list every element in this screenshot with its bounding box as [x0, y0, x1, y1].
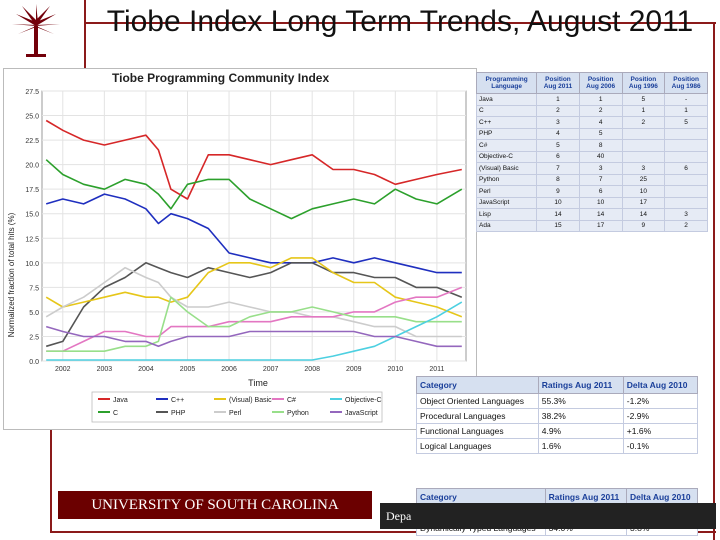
y-tick-label: 0.0	[29, 359, 39, 366]
ranking-table-cell: 1	[537, 94, 580, 106]
ranking-table-row	[477, 174, 708, 186]
ranking-table-row	[477, 197, 708, 209]
ranking-table-cell: 40	[579, 151, 622, 163]
x-tick-label: 2006	[221, 366, 237, 373]
category-table-column-header: Ratings Aug 2011	[538, 377, 623, 394]
ranking-table-cell: C	[477, 105, 537, 117]
ranking-table-row	[477, 94, 708, 106]
ranking-table-cell	[665, 151, 708, 163]
ranking-table-cell: 5	[579, 128, 622, 140]
ranking-table-row	[477, 220, 708, 232]
y-tick-label: 25.0	[25, 113, 39, 121]
x-tick-label: 2010	[387, 366, 404, 373]
ranking-table-cell: 7	[537, 163, 580, 175]
ranking-table-row	[477, 209, 708, 221]
ranking-table-row	[477, 163, 708, 175]
legend-label: Java	[113, 397, 128, 404]
legend-label: (Visual) Basic	[229, 397, 272, 404]
category-table-cell: Procedural Languages	[417, 409, 539, 424]
ranking-table-column-header: Position Aug 2011	[537, 73, 580, 94]
grid-layer	[42, 91, 466, 361]
typing-table-column-header: Category	[417, 489, 546, 506]
ranking-table-cell: 6	[537, 151, 580, 163]
typing-table-column-header: Ratings Aug 2011	[545, 489, 626, 506]
ranking-table-column-header: Position Aug 1986	[665, 73, 708, 94]
ranking-table-cell: 2	[579, 105, 622, 117]
frame-line-right	[713, 22, 715, 540]
ranking-table-cell: 9	[622, 220, 665, 232]
y-tick-label: 12.5	[25, 236, 39, 244]
category-table-column-header: Category	[417, 377, 539, 394]
y-tick-label: 5.0	[29, 309, 39, 317]
x-tick-label: 2009	[345, 366, 362, 373]
ranking-table-cell: 4	[537, 128, 580, 140]
ranking-table-cell: 8	[537, 174, 580, 186]
legend-label: PHP	[171, 410, 186, 417]
ranking-table-cell: 5	[537, 140, 580, 152]
ranking-table-cell: 14	[622, 209, 665, 221]
ranking-table-row	[477, 151, 708, 163]
ranking-table-cell: 17	[579, 220, 622, 232]
ranking-table-row	[477, 117, 708, 129]
ranking-table-cell: C#	[477, 140, 537, 152]
ranking-table-cell: 2	[537, 105, 580, 117]
ranking-table-cell: 6	[665, 163, 708, 175]
legend-label: C	[113, 410, 119, 417]
ranking-table-cell: 5	[622, 94, 665, 106]
chart-ylabel: Normalized fraction of total hits (%)	[7, 212, 16, 338]
x-tick-label: 2004	[138, 366, 154, 373]
category-table-cell: -0.1%	[623, 439, 697, 454]
ranking-table-cell: -	[665, 94, 708, 106]
ranking-table-cell	[622, 128, 665, 140]
legend-label: Python	[287, 410, 309, 417]
ranking-table-cell: 15	[537, 220, 580, 232]
ranking-table-cell	[665, 186, 708, 198]
ranking-table-cell: 10	[537, 197, 580, 209]
category-table-column-header: Delta Aug 2010	[623, 377, 697, 394]
ranking-table-cell: 4	[579, 117, 622, 129]
category-table-cell: -1.2%	[623, 394, 697, 409]
x-tick-label: 2002	[54, 366, 71, 373]
ranking-table-row	[477, 105, 708, 117]
ranking-table-cell: 7	[579, 174, 622, 186]
palmetto-tree-icon	[6, 4, 66, 62]
ranking-table-cell: 3	[537, 117, 580, 129]
ranking-table-cell: (Visual) Basic	[477, 163, 537, 175]
slide-title: Tiobe Index Long Term Trends, August 2011	[106, 5, 694, 38]
ranking-table-cell: Python	[477, 174, 537, 186]
ranking-table-cell: 1	[579, 94, 622, 106]
legend-label: C#	[287, 397, 296, 404]
legend-label: Perl	[229, 410, 242, 417]
ranking-table-column-header: Position Aug 1996	[622, 73, 665, 94]
ranking-table-cell: 2	[622, 117, 665, 129]
chart-title: Tiobe Programming Community Index	[112, 71, 330, 85]
category-table-row	[417, 439, 698, 454]
x-tick-label: 2003	[96, 366, 113, 373]
ranking-table-cell	[622, 151, 665, 163]
ranking-table-cell: 2	[665, 220, 708, 232]
ranking-table-row	[477, 140, 708, 152]
x-tick-label: 2007	[262, 366, 279, 373]
y-tick-label: 27.5	[25, 89, 39, 96]
legend-label: Objective-C	[345, 397, 382, 404]
x-tick-label: 2011	[429, 366, 445, 373]
frame-line-left-lower	[50, 428, 52, 533]
category-table-cell: Object Oriented Languages	[417, 394, 539, 409]
university-banner: UNIVERSITY OF SOUTH CAROLINA	[58, 491, 372, 519]
ranking-table-cell: Perl	[477, 186, 537, 198]
category-table-row	[417, 409, 698, 424]
ranking-table-cell: 3	[579, 163, 622, 175]
y-tick-label: 15.0	[25, 211, 39, 219]
ranking-table-cell	[665, 174, 708, 186]
ranking-table-cell: 9	[537, 186, 580, 198]
ranking-table-cell	[665, 197, 708, 209]
category-table-cell: Logical Languages	[417, 439, 539, 454]
typing-table-column-header: Delta Aug 2010	[627, 489, 698, 506]
plot-area	[42, 91, 466, 361]
ranking-table-cell: 1	[665, 105, 708, 117]
ranking-table-header	[477, 73, 708, 94]
category-table-cell: Functional Languages	[417, 424, 539, 439]
chart-panel	[3, 68, 477, 430]
ranking-table-cell: 25	[622, 174, 665, 186]
tiobe-line-chart	[4, 69, 476, 429]
y-tick-label: 2.5	[29, 334, 39, 342]
category-table-cell: 4.9%	[538, 424, 623, 439]
ranking-table-row	[477, 128, 708, 140]
y-tick-label: 22.5	[25, 138, 39, 146]
ranking-table-cell: 3	[665, 209, 708, 221]
ranking-table	[476, 72, 708, 232]
x-tick-label: 2005	[179, 366, 196, 373]
category-table-row	[417, 424, 698, 439]
y-tick-label: 7.5	[29, 285, 39, 293]
ranking-table-cell: 10	[622, 186, 665, 198]
ranking-table-cell: C++	[477, 117, 537, 129]
ranking-table-cell: 8	[579, 140, 622, 152]
y-tick-label: 20.0	[25, 162, 39, 170]
ranking-table-cell: 5	[665, 117, 708, 129]
ranking-table-cell: 6	[579, 186, 622, 198]
ranking-table-cell: Java	[477, 94, 537, 106]
ranking-table-column-header: Programming Language	[477, 73, 537, 94]
ranking-table-cell	[665, 140, 708, 152]
ranking-table-cell: JavaScript	[477, 197, 537, 209]
ranking-table-row	[477, 186, 708, 198]
category-table-header	[417, 377, 698, 394]
ranking-table-cell: 1	[622, 105, 665, 117]
ranking-table-cell: Objective-C	[477, 151, 537, 163]
chart-legend	[92, 392, 382, 422]
y-tick-label: 17.5	[25, 187, 39, 195]
ranking-table-cell: 14	[579, 209, 622, 221]
category-table-row	[417, 394, 698, 409]
y-tick-label: 10.0	[25, 260, 39, 268]
ranking-table-cell: PHP	[477, 128, 537, 140]
legend-label: JavaScript	[345, 410, 378, 417]
ranking-table-cell: Ada	[477, 220, 537, 232]
category-table	[416, 376, 698, 454]
ranking-table-cell	[665, 128, 708, 140]
category-table-cell: +1.6%	[623, 424, 697, 439]
category-table-cell: 1.6%	[538, 439, 623, 454]
ranking-table-cell: 14	[537, 209, 580, 221]
ranking-table-cell: 10	[579, 197, 622, 209]
category-table-cell: 55.3%	[538, 394, 623, 409]
department-bar: Depa	[380, 503, 716, 529]
category-table-cell: 38.2%	[538, 409, 623, 424]
ranking-table-cell: 3	[622, 163, 665, 175]
ranking-table-cell: Lisp	[477, 209, 537, 221]
legend-label: C++	[171, 397, 185, 404]
ranking-table-cell: 17	[622, 197, 665, 209]
x-tick-label: 2008	[304, 366, 320, 373]
ranking-table-cell	[622, 140, 665, 152]
ranking-table-column-header: Position Aug 2006	[579, 73, 622, 94]
chart-xlabel: Time	[248, 378, 268, 388]
category-table-cell: -2.9%	[623, 409, 697, 424]
